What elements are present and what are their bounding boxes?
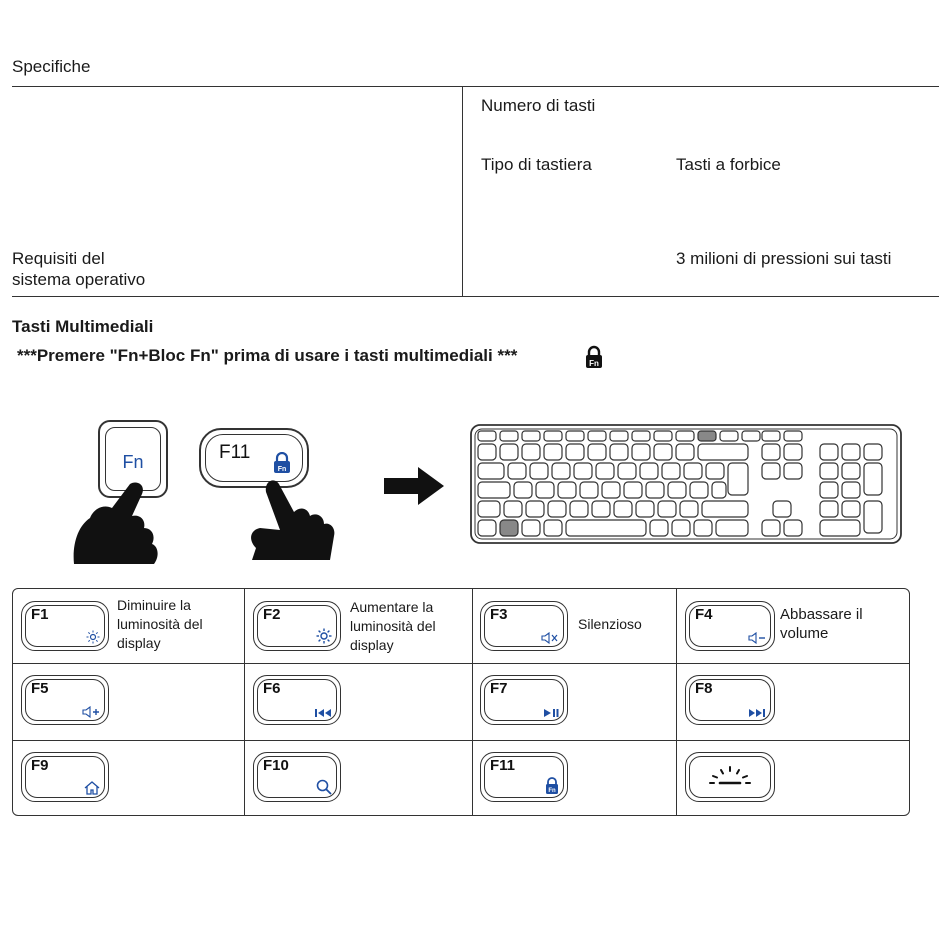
f10-key: F10 — [253, 752, 341, 802]
f6-key: F6 — [253, 675, 341, 725]
multimedia-instruction: ***Premere "Fn+Bloc Fn" prima di usare i tasti multimediali *** — [17, 346, 518, 365]
home-icon — [84, 781, 100, 795]
specs-bottom-rule — [12, 296, 939, 297]
volume-up-icon — [82, 706, 100, 718]
specs-heading: Specifiche — [12, 57, 91, 76]
keyboard-illustration — [470, 424, 902, 544]
key-cell-f3 — [472, 589, 676, 663]
key-cell-f11 — [472, 740, 676, 815]
spec-label-keyboard-type: Tipo di tastiera — [481, 155, 592, 174]
specs-top-rule — [12, 86, 939, 87]
spec-label-os-line1: Requisiti del — [12, 249, 105, 268]
spec-label-key-count: Numero di tasti — [481, 96, 596, 115]
previous-track-icon — [314, 708, 332, 718]
right-arrow-icon — [384, 467, 444, 505]
spec-value-keyboard-type: Tasti a forbice — [676, 155, 781, 174]
key-cell-f10 — [244, 740, 472, 815]
svg-text:Fn: Fn — [548, 788, 556, 794]
f11-key-label: F11 — [219, 442, 251, 463]
f2-key: F2 — [253, 601, 341, 651]
brightness-up-icon — [316, 628, 332, 644]
f11-key: F11 Fn — [480, 752, 568, 802]
f4-description: Abbassare il volume — [780, 606, 863, 642]
hand-pressing-fn-icon — [66, 482, 166, 564]
f5-key: F5 — [21, 675, 109, 725]
f3-key: F3 — [480, 601, 568, 651]
key-cell-f4 — [676, 589, 909, 663]
hand-pressing-f11-icon — [240, 476, 340, 560]
play-pause-icon — [543, 708, 559, 718]
svg-text:Fn: Fn — [589, 359, 599, 368]
mute-icon — [541, 632, 559, 644]
volume-down-icon — [748, 632, 766, 644]
backlight-key — [685, 752, 775, 802]
f3-description: Silenzioso — [578, 616, 642, 632]
spec-label-os-line2: sistema operativo — [12, 270, 146, 289]
f1-description: Diminuire la luminosità del display — [117, 597, 203, 651]
svg-text:Fn: Fn — [277, 466, 287, 473]
f4-key: F4 — [685, 601, 775, 651]
f8-key: F8 — [685, 675, 775, 725]
search-icon — [316, 779, 332, 795]
fn-lock-icon — [273, 452, 291, 474]
key-cell-f1 — [13, 589, 244, 663]
multimedia-keys-table — [12, 588, 910, 816]
f2-description: Aumentare la luminosità del display — [350, 599, 436, 653]
key-cell-f5 — [13, 663, 244, 740]
key-cell-f2 — [244, 589, 472, 663]
key-cell-backlight — [676, 740, 909, 815]
next-track-icon — [748, 708, 766, 718]
key-cell-f6 — [244, 663, 472, 740]
multimedia-heading: Tasti Multimediali — [12, 317, 154, 336]
key-cell-f9 — [13, 740, 244, 815]
fn-key-label: Fn — [122, 452, 144, 472]
backlight-icon — [708, 765, 752, 789]
f7-key: F7 — [480, 675, 568, 725]
key-cell-f7 — [472, 663, 676, 740]
key-cell-f8 — [676, 663, 909, 740]
brightness-down-icon — [86, 630, 100, 644]
f9-key: F9 — [21, 752, 109, 802]
fn-lock-icon — [584, 345, 604, 369]
f1-key: F1 — [21, 601, 109, 651]
spec-value-keystrokes: 3 milioni di pressioni sui tasti — [676, 249, 892, 268]
fn-lock-icon — [545, 777, 559, 795]
specs-divider — [462, 86, 463, 296]
